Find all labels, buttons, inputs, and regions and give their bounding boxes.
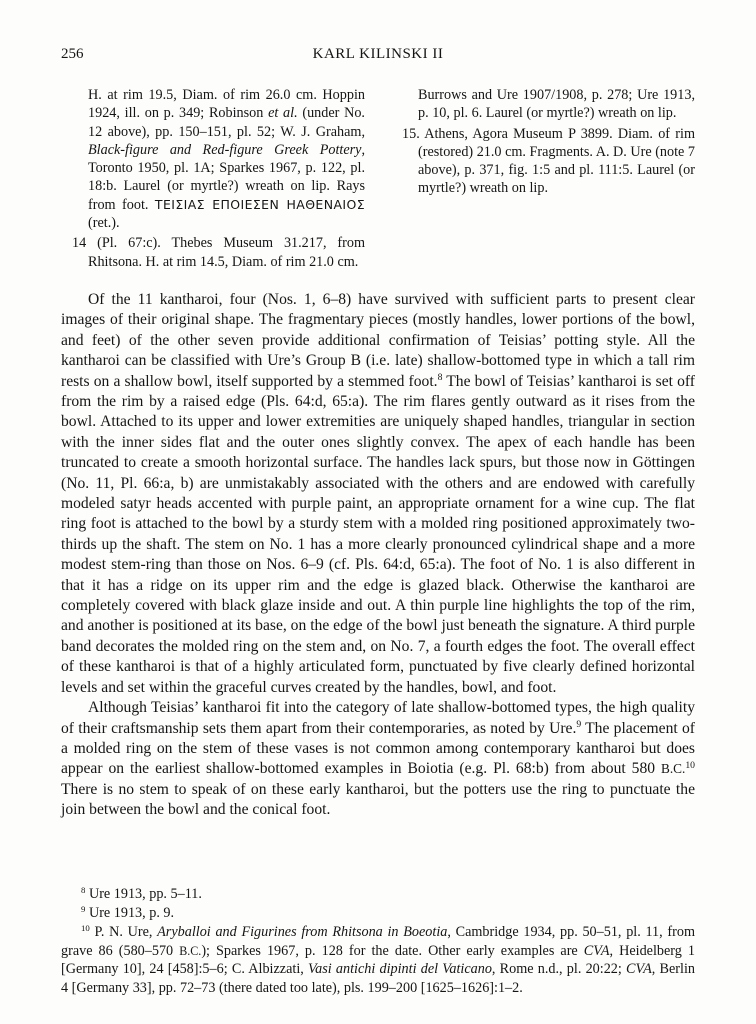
footnotes-section [61,885,695,998]
text-segment: Ure 1913, p. 9. [88,905,175,922]
text-segment: Of the 11 kantharoi, four (Nos. 1, 6–8) have survived with sufficient parts to present clear images of their original shape. The fragmentary pieces (mostly handles, lower portions of the bowl, and feet) of the other seven provide additional confirmation of Teisias’ potting style. All the kantharoi can be classified with Ure’s Group B (i.e. late) shallow-bottomed type in which a tall rim rests on a shallow bowl, itself supported by a stemmed foot. [61,290,695,390]
text-segment: et al. [268,105,298,122]
greek-inscription: ΤΕΙΣΙΑΣ ΕΠΟΙΕΣΕΝ ΗΑΘΕΝΑΙΟΣ [154,196,365,212]
catalog-entry-number: 15. [402,125,425,142]
running-header [61,46,695,65]
catalog-entry-number: 14 [72,235,98,252]
page-number: 256 [61,46,84,62]
footnote [61,923,695,998]
text-segment: , Rome n.d., pl. 20:22; [491,961,627,978]
text-segment: Vasi antichi dipinti del Vaticano [308,961,492,978]
text-segment: Aryballoi and Figurines from Rhitsona in Boeotia [157,923,448,940]
catalog-column-left [72,86,365,271]
text-segment: Ure 1913, pp. 5–11. [88,886,202,903]
catalog-entry [402,125,695,198]
text-segment: The placement of a molded ring on the stem of these vases is not common among contemporary kantharoi but does appear on the earliest shallow-bottomed examples in Boiotia (e.g. Pl. 68:b) from about 580 [61,719,695,778]
text-segment: ); Sparkes 1967, p. 128 for the date. Other early examples are [201,942,584,959]
footnote [61,885,695,904]
footnote-reference: 9 [576,719,582,731]
footnote-marker: 8 [81,885,86,896]
text-segment: CVA [626,961,652,978]
footnote [61,904,695,923]
text-segment: Athens, Agora Museum P 3899. Diam. of rim (restored) 21.0 cm. Fragments. A. D. Ure (note 7 above), p. 371, fig. 1:5 and pl. 111:5. Laurel (or myrtle?) wreath on lip. [418,125,695,197]
text-segment: , Cambridge 1934, pp. 50–51, pl. 11, from grave 86 (580–570 [61,923,695,959]
footnote-marker: 10 [81,922,90,933]
text-segment: Burrows and Ure 1907/1908, p. 278; Ure 1913, p. 10, pl. 6. Laurel (or myrtle?) wreath on lip. [418,87,695,122]
text-segment: Although Teisias’ kantharoi fit into the category of late shallow-bottomed types, the high quality of their craftsmanship sets them apart from their contemporaries, as noted by Ure. [61,699,695,737]
text-segment: B.C. [179,943,202,958]
text-segment: , Toronto 1950, pl. 1A; Sparkes 1967, p. 122, pl. 18:b. Laurel (or myrtle?) wreath on lip. Rays from foot. [88,141,365,213]
catalog-entry-continuation [402,86,695,123]
catalog-column-right [402,86,695,271]
text-segment: B.C. [661,761,686,777]
text-segment: , Berlin 4 [Germany 33], pp. 72–73 (there dated too late), pls. 199–200 [1625–1626]:1–2. [61,961,695,997]
catalog-entry-continuation [72,86,365,232]
footnote-marker: 9 [81,904,86,915]
text-segment: P. N. Ure, [94,923,158,940]
text-segment: (under No. 12 above), pp. 150–151, pl. 52; W. J. Graham, [88,105,365,140]
text-segment: The bowl of Teisias’ kantharoi is set off from the rim by a raised edge (Pls. 64:d, 65:a). The rim flares gently outward as it rises from the bowl. Attached to its upper and lower extremities are uniquely shaped handles, triangular in section with the inner sides flat and the outer ones slightly convex. The apex of each handle has been truncated to create a smooth horizontal surface. The handles lack spurs, but those now in Göttingen (No. 11, Pl. 66:a, b) are unmistakably associated with the others and are endowed with carefully modeled satyr heads accented with purple paint, an appropriate ornament for a wine cup. The flat ring foot is attached to the bowl by a sturdy stem with a molded ring positioned approximately two-thirds up the shaft. The stem on No. 1 has a more clearly pronounced cylindrical shape and a more modest stem-ring than those on Nos. 6–9 (cf. Pls. 64:d, 65:a). The foot of No. 1 is also different in that it has a ridge on its upper rim and the edge is glazed black. Otherwise the kantharoi are completely covered with black glaze inside and out. A thin purple line highlights the top of the rim, and another is positioned at its base, on the edge of the bowl just beneath the signature. A third purple band decorates the molded ring on the stem and, on No. 7, a fourth edges the foot. The overall effect of these kantharoi is that of a highly articulated form, punctuated by five clearly defined horizontal levels and set within the graceful curves created by the handles, bowl, and foot. [61,372,695,696]
text-segment: H. at rim 19.5, Diam. of rim 26.0 cm. Hoppin 1924, ill. on p. 349; Robinson [88,87,365,122]
footnote-reference: 8 [437,372,443,384]
catalog-section [61,86,695,271]
footnote-reference: 10 [685,760,695,771]
text-segment: (ret.). [88,215,120,232]
running-head-title: KARL KILINSKI II [312,46,444,62]
catalog-entry [72,234,365,271]
text-segment: CVA [583,942,610,959]
body-text-section [61,290,695,821]
text-segment: Black-figure and Red-figure Greek Pottery [88,141,362,158]
body-paragraph [61,290,695,698]
text-segment: , Heidelberg 1 [Germany 10], 24 [458]:5–6; C. Albizzati, [61,942,695,978]
text-segment: There is no stem to speak of on these early kantharoi, but the potters use the ring to punctuate the join between the bowl and the conical foot. [61,780,695,819]
text-segment: (Pl. 67:c). Thebes Museum 31.217, from Rhitsona. H. at rim 14.5, Diam. of rim 21.0 cm. [88,235,366,270]
body-paragraph [61,698,695,820]
